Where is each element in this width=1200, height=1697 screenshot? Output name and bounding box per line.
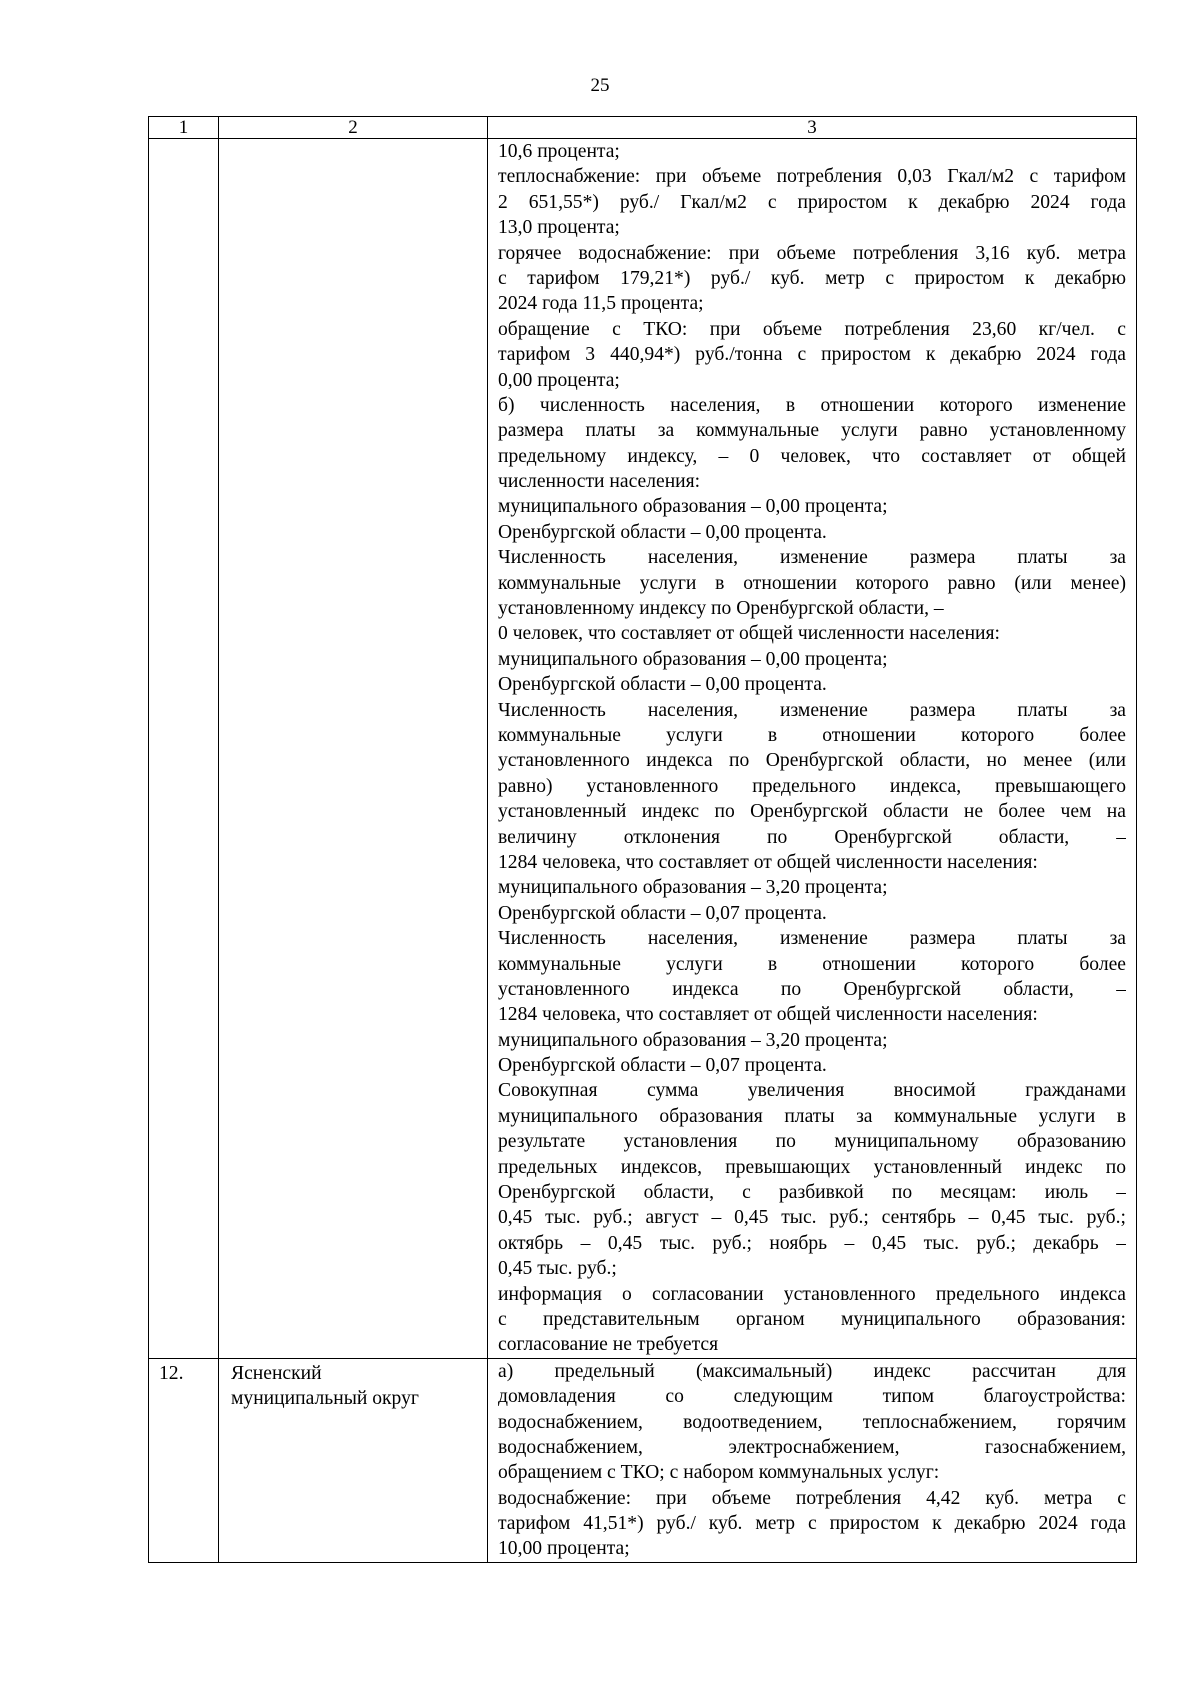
row-number: 12. — [159, 1362, 184, 1384]
text-line: муниципального образования – 0,00 процента; — [498, 648, 888, 670]
text-line: 1284 человека, что составляет от общей численности населения: — [498, 851, 1038, 873]
text-line: водоснабжением, водоотведением, теплоснабжением, горячим — [498, 1411, 1126, 1433]
text-line: Совокупная сумма увеличения вносимой гражданами — [498, 1080, 1126, 1102]
row-number-cell — [149, 139, 219, 1359]
text-line: коммунальные услуги в отношении которого равно (или менее) — [498, 572, 1126, 594]
header-col-1: 1 — [149, 117, 219, 139]
text-line: 1284 человека, что составляет от общей численности населения: — [498, 1004, 1038, 1026]
header-col-3: 3 — [488, 117, 1137, 139]
text-line: 0,00 процента; — [498, 369, 620, 391]
text-line: 2024 года 11,5 процента; — [498, 293, 704, 315]
municipality-cell — [219, 139, 488, 1359]
text-line: коммунальные услуги в отношении которого более — [498, 724, 1126, 746]
text-line: б) численность населения, в отношении которого изменение — [498, 394, 1126, 416]
description-cell — [488, 139, 1137, 1359]
text-line: предельному индексу, – 0 человек, что составляет от общей — [498, 445, 1126, 467]
text-line: 0 человек, что составляет от общей численности населения: — [498, 623, 1001, 645]
text-line: установленный индекс по Оренбургской области не более чем на — [498, 801, 1126, 823]
text-line: Численность населения, изменение размера платы за — [498, 928, 1126, 950]
text-line: обращением с ТКО; с набором коммунальных услуг: — [498, 1462, 940, 1484]
text-line: 0,45 тыс. руб.; — [498, 1258, 617, 1280]
text-line: тарифом 3 440,94*) руб./тонна с приростом к декабрю 2024 года — [498, 344, 1126, 366]
text-line: тарифом 41,51*) руб./ куб. метр с приростом к декабрю 2024 года — [498, 1513, 1126, 1535]
text-line: Оренбургской области – 0,00 процента. — [498, 521, 827, 543]
text-line: коммунальные услуги в отношении которого более — [498, 953, 1126, 975]
text-line: с представительным органом муниципального образования: — [498, 1308, 1126, 1330]
text-line: результате установления по муниципальному образованию — [498, 1131, 1126, 1153]
table-row — [149, 1358, 1137, 1562]
text-line: Оренбургской области – 0,00 процента. — [498, 674, 827, 696]
municipality-name — [219, 1359, 487, 1412]
text-line: установленного индекса по Оренбургской области, но менее (или — [498, 750, 1126, 772]
text-line: 0,45 тыс. руб.; август – 0,45 тыс. руб.; сентябрь – 0,45 тыс. руб.; — [498, 1207, 1126, 1229]
text-line: водоснабжение: при объеме потребления 4,42 куб. метра с — [498, 1487, 1126, 1509]
description-text — [488, 139, 1136, 1358]
text-line: величину отклонения по Оренбургской области, – — [498, 826, 1126, 848]
text-line: размера платы за коммунальные услуги равно установленному — [498, 420, 1126, 442]
table-header-row — [149, 117, 1137, 139]
text-line: муниципального образования – 3,20 процента; — [498, 877, 888, 899]
text-line: водоснабжением, электроснабжением, газоснабжением, — [498, 1436, 1126, 1458]
text-line: обращение с ТКО: при объеме потребления 23,60 кг/чел. с — [498, 318, 1126, 340]
text-line: 10,6 процента; — [498, 141, 620, 162]
text-line: Численность населения, изменение размера платы за — [498, 547, 1126, 569]
text-line: установленному индексу по Оренбургской области, – — [498, 598, 944, 620]
text-line: муниципального образования – 3,20 процента; — [498, 1029, 888, 1051]
text-line: Оренбургской области – 0,07 процента. — [498, 1055, 827, 1077]
text-line: Численность населения, изменение размера платы за — [498, 699, 1126, 721]
municipality-name-line: Ясненский — [231, 1362, 322, 1384]
text-line: Оренбургской области, с разбивкой по месяцам: июль – — [498, 1182, 1126, 1204]
text-line: равно) установленного предельного индекса, превышающего — [498, 775, 1126, 797]
text-line: горячее водоснабжение: при объеме потребления 3,16 куб. метра — [498, 242, 1126, 264]
text-line: предельных индексов, превышающих установленный индекс по — [498, 1156, 1126, 1178]
text-line: согласование не требуется — [498, 1334, 719, 1356]
text-line: с тарифом 179,21*) руб./ куб. метр с приростом к декабрю — [498, 267, 1126, 289]
text-line: а) предельный (максимальный) индекс рассчитан для — [498, 1360, 1126, 1382]
table-row — [149, 139, 1137, 1359]
description-text — [488, 1359, 1136, 1562]
tariff-table — [148, 116, 1137, 1563]
municipality-name — [219, 139, 487, 141]
text-line: домовладения со следующим типом благоустройства: — [498, 1386, 1126, 1408]
text-line: октябрь – 0,45 тыс. руб.; ноябрь – 0,45 тыс. руб.; декабрь – — [498, 1232, 1126, 1254]
text-line: информация о согласовании установленного предельного индекса — [498, 1283, 1126, 1305]
header-col-2: 2 — [219, 117, 488, 139]
text-line: 13,0 процента; — [498, 217, 620, 239]
text-line: муниципального образования – 0,00 процента; — [498, 496, 888, 518]
text-line: муниципального образования платы за коммунальные услуги в — [498, 1105, 1126, 1127]
row-number — [149, 139, 218, 141]
text-line: Оренбургской области – 0,07 процента. — [498, 902, 827, 924]
text-line: 10,00 процента; — [498, 1538, 630, 1560]
text-line: установленного индекса по Оренбургской области, – — [498, 978, 1126, 1000]
text-line: численности населения: — [498, 471, 701, 493]
text-line: теплоснабжение: при объеме потребления 0,03 Гкал/м2 с тарифом — [498, 166, 1126, 188]
description-cell — [488, 1358, 1137, 1562]
municipality-name-line: муниципальный округ — [231, 1388, 419, 1410]
row-number-cell — [149, 1358, 219, 1562]
text-line: 2 651,55*) руб./ Гкал/м2 с приростом к декабрю 2024 года — [498, 191, 1126, 213]
page-number: 25 — [590, 75, 610, 96]
municipality-cell — [219, 1358, 488, 1562]
